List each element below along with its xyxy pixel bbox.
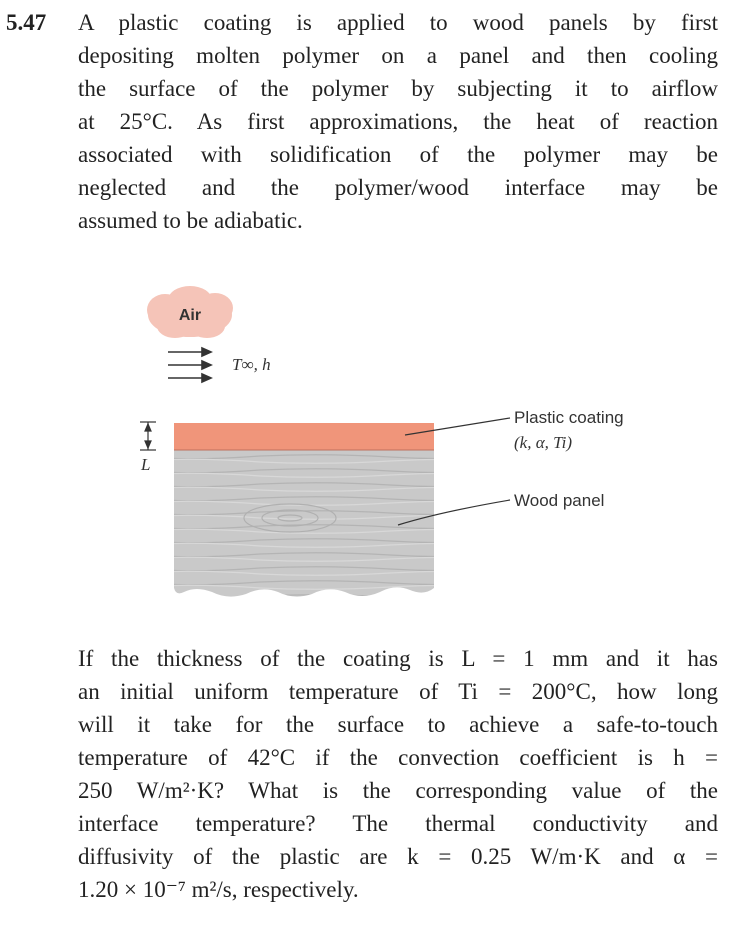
question-line: an initial uniform temperature of Ti = 200°C, how long (78, 679, 718, 704)
thickness-label: L (141, 455, 151, 474)
coating-properties: (k, α, Ti) (514, 433, 573, 452)
coating-figure (0, 270, 756, 630)
problem-number: 5.47 (6, 10, 47, 35)
plastic-coating (174, 423, 434, 450)
statement-line: depositing molten polymer on a panel and then cooling (78, 43, 718, 68)
statement-line: at 25°C. As first approximations, the heat of reaction (78, 109, 718, 134)
statement-line: neglected and the polymer/wood interface may be (78, 175, 718, 200)
question-line: 250 W/m²·K? What is the corresponding value of the (78, 778, 718, 803)
statement-line: associated with solidification of the polymer may be (78, 142, 718, 167)
flow-conditions: T∞, h (232, 355, 271, 374)
statement-line: A plastic coating is applied to wood panels by first (78, 10, 718, 35)
problem-question (78, 642, 718, 906)
problem-statement (78, 6, 718, 237)
airflow-arrows (168, 348, 211, 382)
question-line: will it take for the surface to achieve a safe-to-touch (78, 712, 718, 737)
question-line: 1.20 × 10⁻⁷ m²/s, respectively. (78, 877, 359, 902)
statement-line: assumed to be adiabatic. (78, 208, 303, 233)
statement-line: the surface of the polymer by subjecting it to airflow (78, 76, 718, 101)
wood-panel-label: Wood panel (514, 491, 605, 510)
question-line: interface temperature? The thermal conductivity and (78, 811, 718, 836)
question-line: If the thickness of the coating is L = 1 mm and it has (78, 646, 718, 671)
question-line: diffusivity of the plastic are k = 0.25 W/m·K and α = (78, 844, 718, 869)
air-label: Air (178, 307, 202, 324)
question-line: temperature of 42°C if the convection coefficient is h = (78, 745, 718, 770)
wood-panel (174, 450, 434, 597)
thickness-dimension (140, 422, 156, 450)
coating-label: Plastic coating (514, 408, 624, 427)
air-cloud (147, 286, 233, 338)
